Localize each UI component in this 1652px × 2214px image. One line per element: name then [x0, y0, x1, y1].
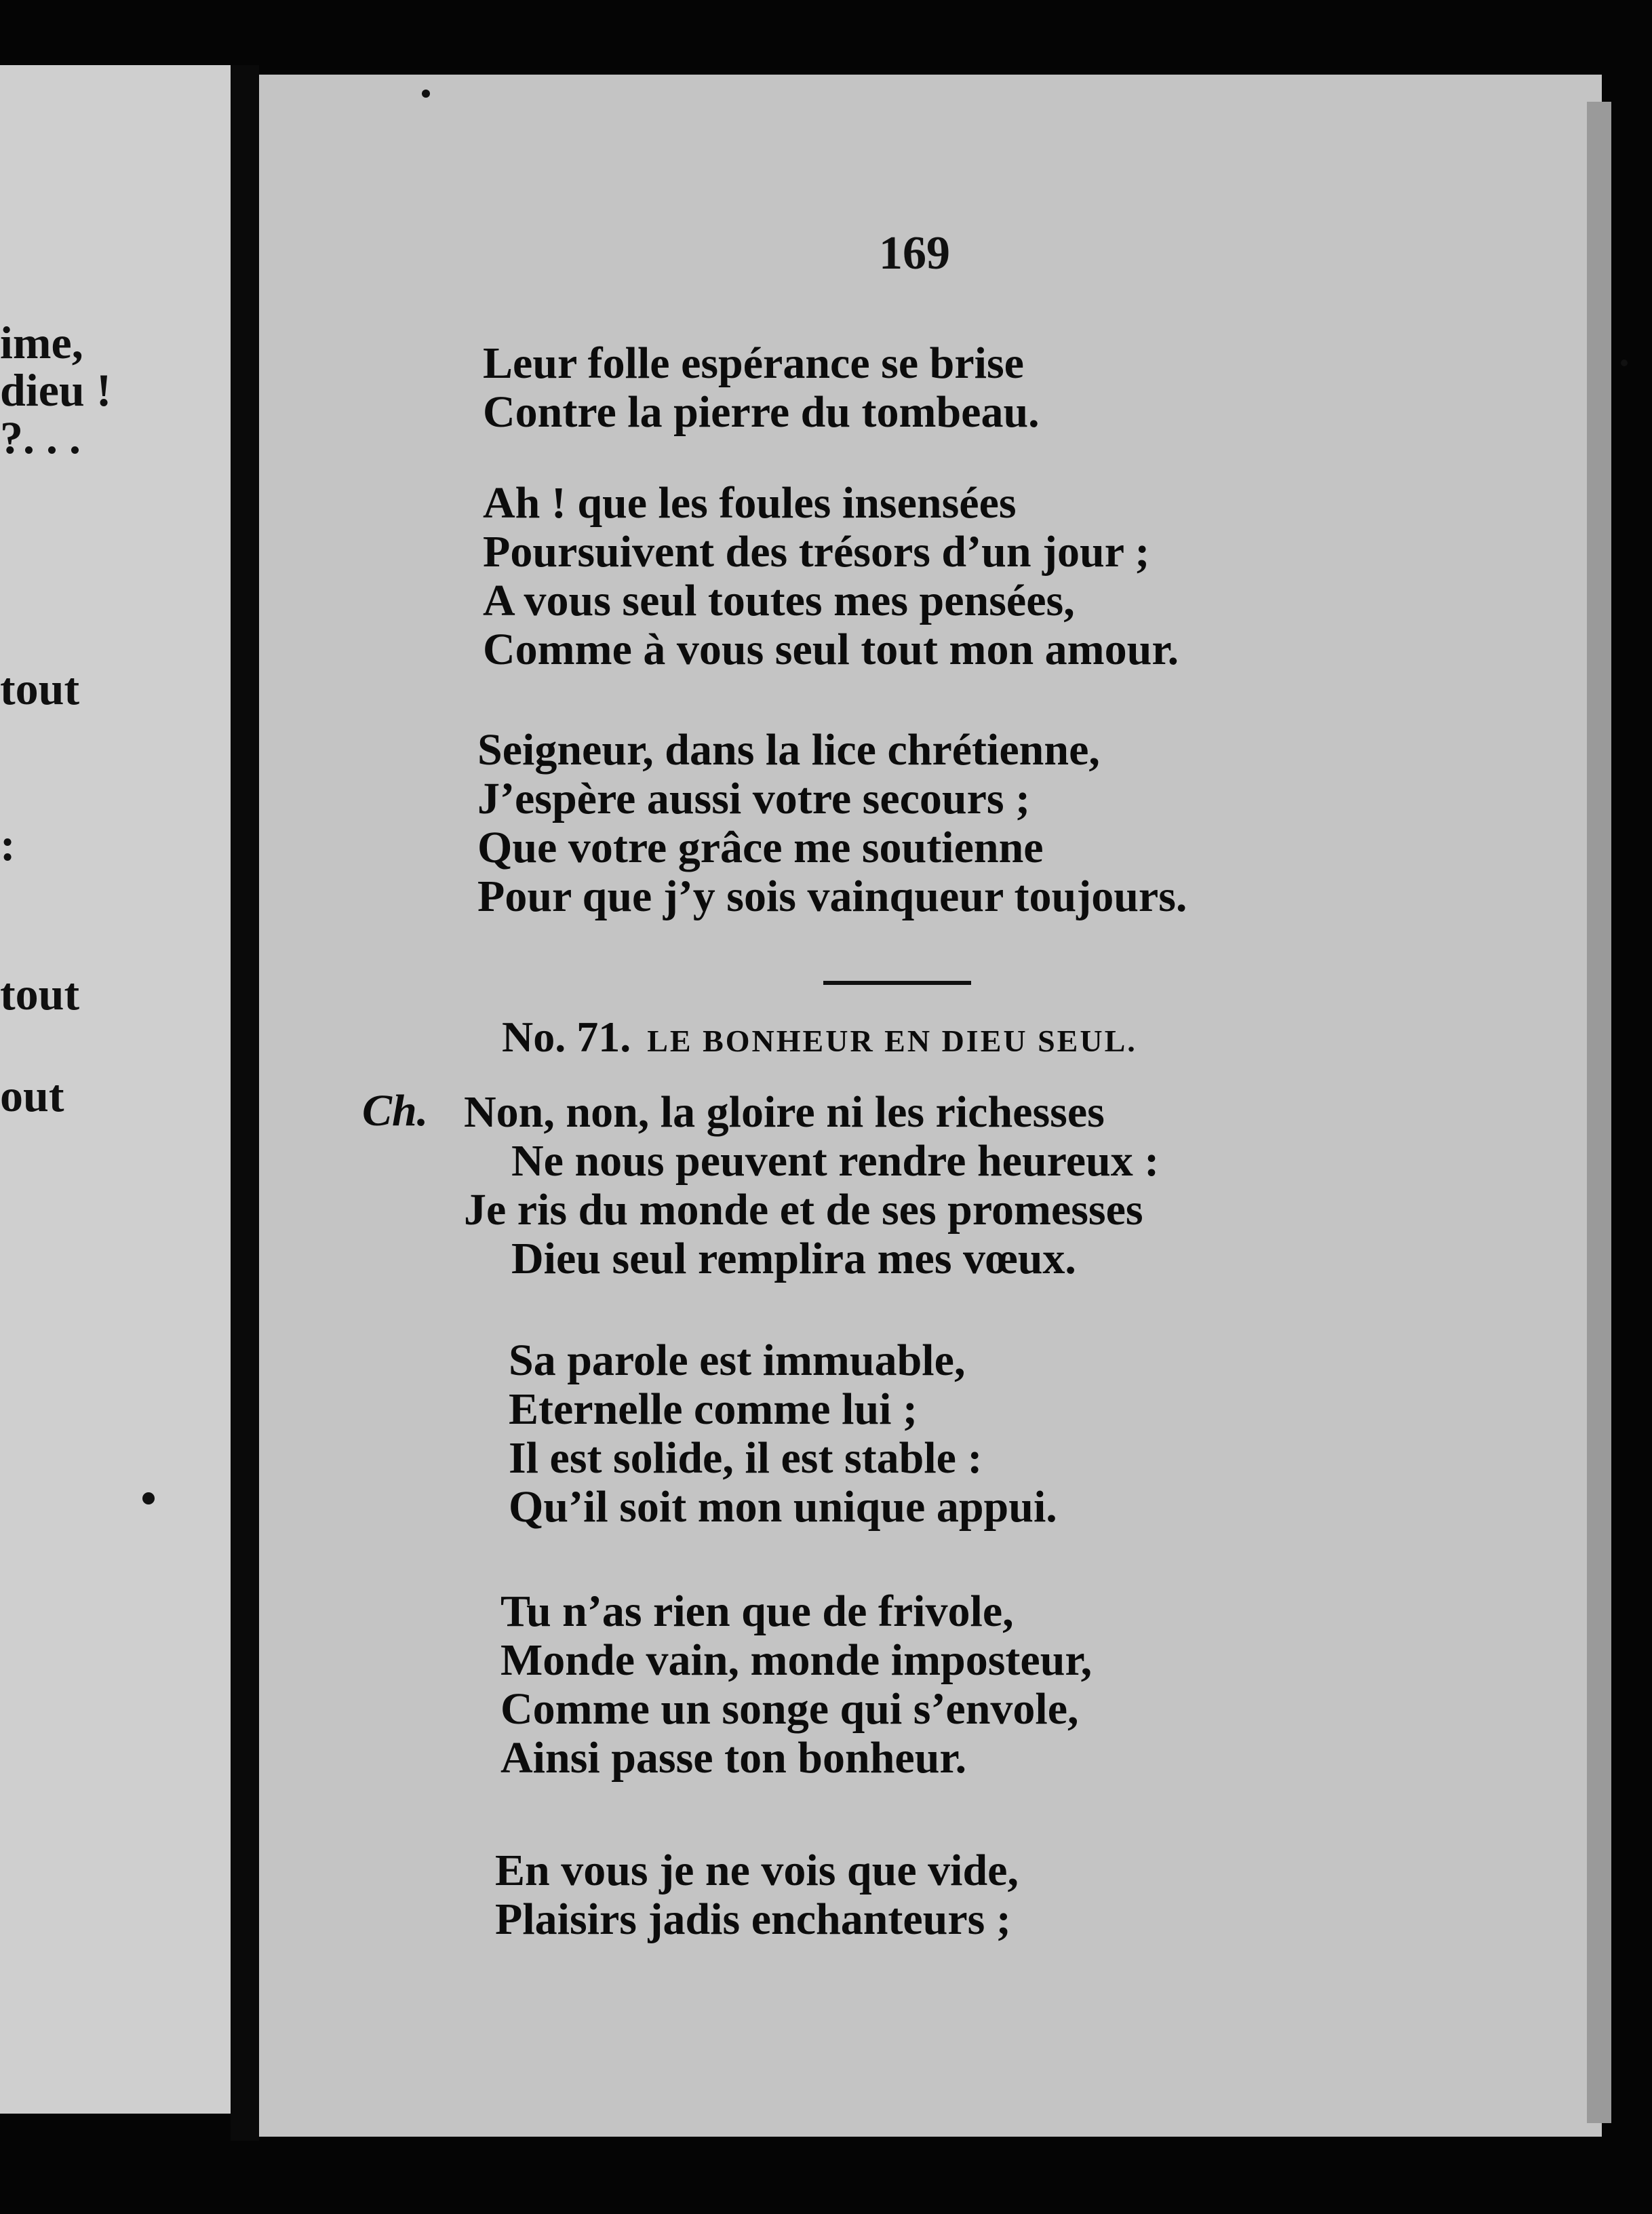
verse-line: Leur folle espérance se brise [483, 338, 1024, 388]
stanza [483, 339, 1040, 437]
chorus-marker: Ch. [362, 1086, 429, 1135]
stanza [483, 479, 1179, 674]
page-number: 169 [879, 227, 950, 279]
ink-speck [1621, 360, 1628, 366]
left-fragment: dieu ! [0, 364, 112, 416]
verse-line: Il est solide, il est stable : [509, 1433, 983, 1483]
chorus [464, 1088, 1159, 1283]
verse-line: Plaisirs jadis enchanteurs ; [495, 1895, 1011, 1944]
left-fragment: tout [0, 663, 80, 714]
verse-line: Ainsi passe ton bonheur. [500, 1733, 967, 1783]
left-fragment: tout [0, 968, 80, 1019]
verse-line: Monde vain, monde imposteur, [500, 1635, 1093, 1685]
hymn-number: No. 71. [502, 1013, 631, 1061]
verse-line: A vous seul toutes mes pensées, [483, 576, 1075, 625]
verse-line: Je ris du monde et de ses promesses [464, 1185, 1143, 1235]
left-fragment: ime, [0, 317, 83, 368]
left-page [0, 65, 231, 2114]
hymn-heading [502, 1012, 1137, 1062]
verse-line: Ne nous peuvent rendre heureux : [511, 1136, 1160, 1186]
verse-line: Ah ! que les foules insensées [483, 478, 1017, 528]
left-fragment: out [0, 1070, 64, 1121]
ink-speck [142, 1492, 155, 1504]
verse-line: Eternelle comme lui ; [509, 1384, 918, 1434]
verse-line: Qu’il soit mon unique appui. [509, 1482, 1057, 1532]
stanza [500, 1587, 1092, 1783]
verse-line: En vous je ne vois que vide, [495, 1846, 1019, 1895]
hymn-title: LE BONHEUR EN DIEU SEUL. [647, 1024, 1137, 1058]
verse-line: Tu n’as rien que de frivole, [500, 1587, 1014, 1636]
book-gutter [231, 65, 259, 2141]
verse-line: Contre la pierre du tombeau. [483, 387, 1040, 437]
verse-line: Que votre grâce me soutienne [477, 823, 1044, 872]
verse-line: Sa parole est immuable, [509, 1336, 966, 1385]
section-rule [823, 981, 971, 985]
left-fragment: ?. . . [0, 412, 81, 463]
ink-speck [422, 90, 430, 98]
stanza [495, 1846, 1019, 1944]
verse-line: Pour que j’y sois vainqueur toujours. [477, 872, 1187, 921]
verse-line: Comme un songe qui s’envole, [500, 1684, 1079, 1734]
stanza [509, 1336, 1057, 1532]
stanza [477, 726, 1187, 921]
page-edge [1587, 102, 1611, 2123]
verse-line: Poursuivent des trésors d’un jour ; [483, 527, 1150, 577]
verse-line: Seigneur, dans la lice chrétienne, [477, 725, 1100, 775]
verse-line: J’espère aussi votre secours ; [477, 774, 1031, 823]
verse-line: Non, non, la gloire ni les richesses [464, 1087, 1105, 1137]
verse-line: Dieu seul remplira mes vœux. [511, 1234, 1076, 1283]
verse-line: Comme à vous seul tout mon amour. [483, 625, 1179, 674]
left-fragment: : [0, 819, 16, 870]
